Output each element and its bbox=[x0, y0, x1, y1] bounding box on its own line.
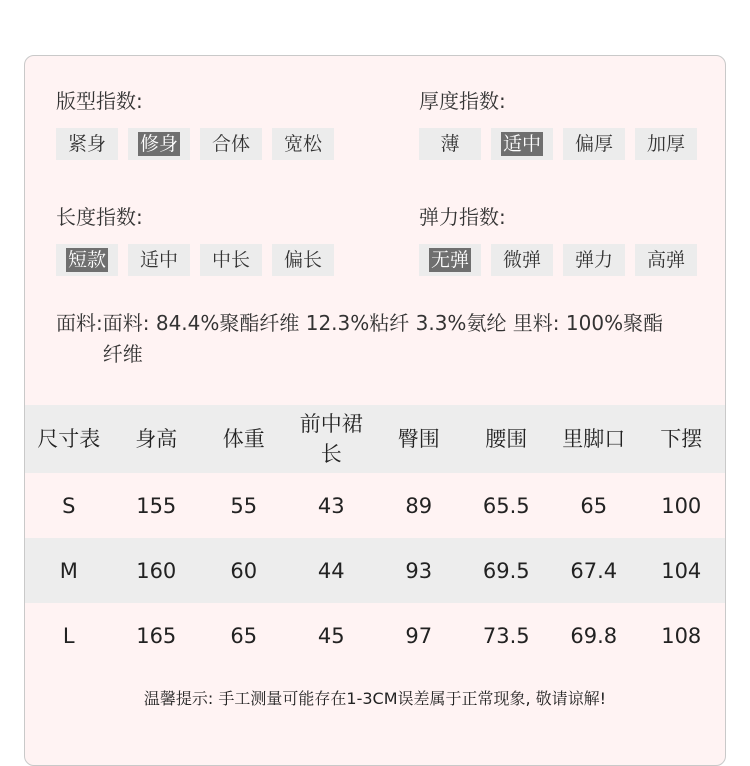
thickness-option-medium: 适中 bbox=[491, 128, 553, 160]
length-option-short: 短款 bbox=[56, 244, 118, 276]
fit-option-regular: 合体 bbox=[200, 128, 262, 160]
table-cell: L bbox=[62, 623, 75, 648]
col-header-leg-opening: 里脚口 bbox=[550, 405, 638, 473]
fit-option-slim: 修身 bbox=[128, 128, 190, 160]
col-header-hip: 臀围 bbox=[375, 405, 463, 473]
col-header-weight: 体重 bbox=[200, 405, 288, 473]
stretch-index-options bbox=[419, 244, 697, 276]
fit-index-title: 版型指数: bbox=[56, 89, 143, 113]
table-cell: S bbox=[62, 493, 76, 518]
table-cell: 69.5 bbox=[463, 538, 551, 603]
thickness-index-options bbox=[419, 128, 697, 160]
table-cell: 160 bbox=[113, 538, 201, 603]
table-cell: 165 bbox=[136, 623, 177, 648]
table-cell: 104 bbox=[638, 538, 726, 603]
table-cell: 73.5 bbox=[482, 623, 530, 648]
stretch-option-high: 高弹 bbox=[635, 244, 697, 276]
table-cell: M bbox=[25, 538, 113, 603]
table-cell: 44 bbox=[288, 538, 376, 603]
fit-option-tight: 紧身 bbox=[56, 128, 118, 160]
thickness-option-thin: 薄 bbox=[419, 128, 481, 160]
table-cell: 93 bbox=[375, 538, 463, 603]
table-cell: 65 bbox=[230, 623, 258, 648]
col-header-height: 身高 bbox=[113, 405, 201, 473]
size-table bbox=[25, 405, 725, 668]
table-row bbox=[25, 603, 725, 668]
stretch-option-stretch: 弹力 bbox=[563, 244, 625, 276]
table-cell: 43 bbox=[317, 493, 345, 518]
table-cell: 65.5 bbox=[482, 493, 530, 518]
table-cell: 100 bbox=[661, 493, 702, 518]
length-index-options bbox=[56, 244, 334, 276]
length-option-medium: 适中 bbox=[128, 244, 190, 276]
col-header-size: 尺寸表 bbox=[25, 405, 113, 473]
col-header-hem: 下摆 bbox=[638, 405, 726, 473]
table-row bbox=[25, 538, 725, 603]
size-table-header bbox=[25, 405, 725, 473]
thickness-option-extra-thick: 加厚 bbox=[635, 128, 697, 160]
thickness-option-thick: 偏厚 bbox=[563, 128, 625, 160]
table-cell: 45 bbox=[317, 623, 345, 648]
fabric-label: 面料: bbox=[56, 311, 103, 335]
table-row bbox=[25, 473, 725, 538]
fit-option-loose: 宽松 bbox=[272, 128, 334, 160]
size-info-card bbox=[24, 55, 726, 766]
table-cell: 108 bbox=[661, 623, 702, 648]
table-cell: 155 bbox=[136, 493, 177, 518]
col-header-front-length: 前中裙长 bbox=[288, 405, 376, 473]
thickness-index bbox=[419, 86, 697, 160]
length-option-mid-long: 中长 bbox=[200, 244, 262, 276]
thickness-index-title: 厚度指数: bbox=[419, 89, 506, 113]
stretch-index bbox=[419, 202, 697, 276]
length-option-long: 偏长 bbox=[272, 244, 334, 276]
stretch-index-title: 弹力指数: bbox=[419, 205, 506, 229]
table-cell: 97 bbox=[405, 623, 433, 648]
stretch-option-none: 无弹 bbox=[419, 244, 481, 276]
fabric-info bbox=[56, 308, 676, 370]
fit-index-options bbox=[56, 128, 334, 160]
measurement-tip: 温馨提示: 手工测量可能存在1-3CM误差属于正常现象, 敬请谅解! bbox=[143, 689, 607, 708]
table-cell: 60 bbox=[200, 538, 288, 603]
table-cell: 55 bbox=[230, 493, 258, 518]
fabric-value: 面料: 84.4%聚酯纤维 12.3%粘纤 3.3%氨纶 里料: 100%聚酯纤维 bbox=[102, 311, 664, 366]
fit-index bbox=[56, 86, 334, 160]
table-cell: 89 bbox=[405, 493, 433, 518]
stretch-option-slight: 微弹 bbox=[491, 244, 553, 276]
table-cell: 69.8 bbox=[570, 623, 618, 648]
table-cell: 67.4 bbox=[550, 538, 638, 603]
length-index-title: 长度指数: bbox=[56, 205, 143, 229]
table-cell: 65 bbox=[580, 493, 608, 518]
col-header-waist: 腰围 bbox=[463, 405, 551, 473]
length-index bbox=[56, 202, 334, 276]
